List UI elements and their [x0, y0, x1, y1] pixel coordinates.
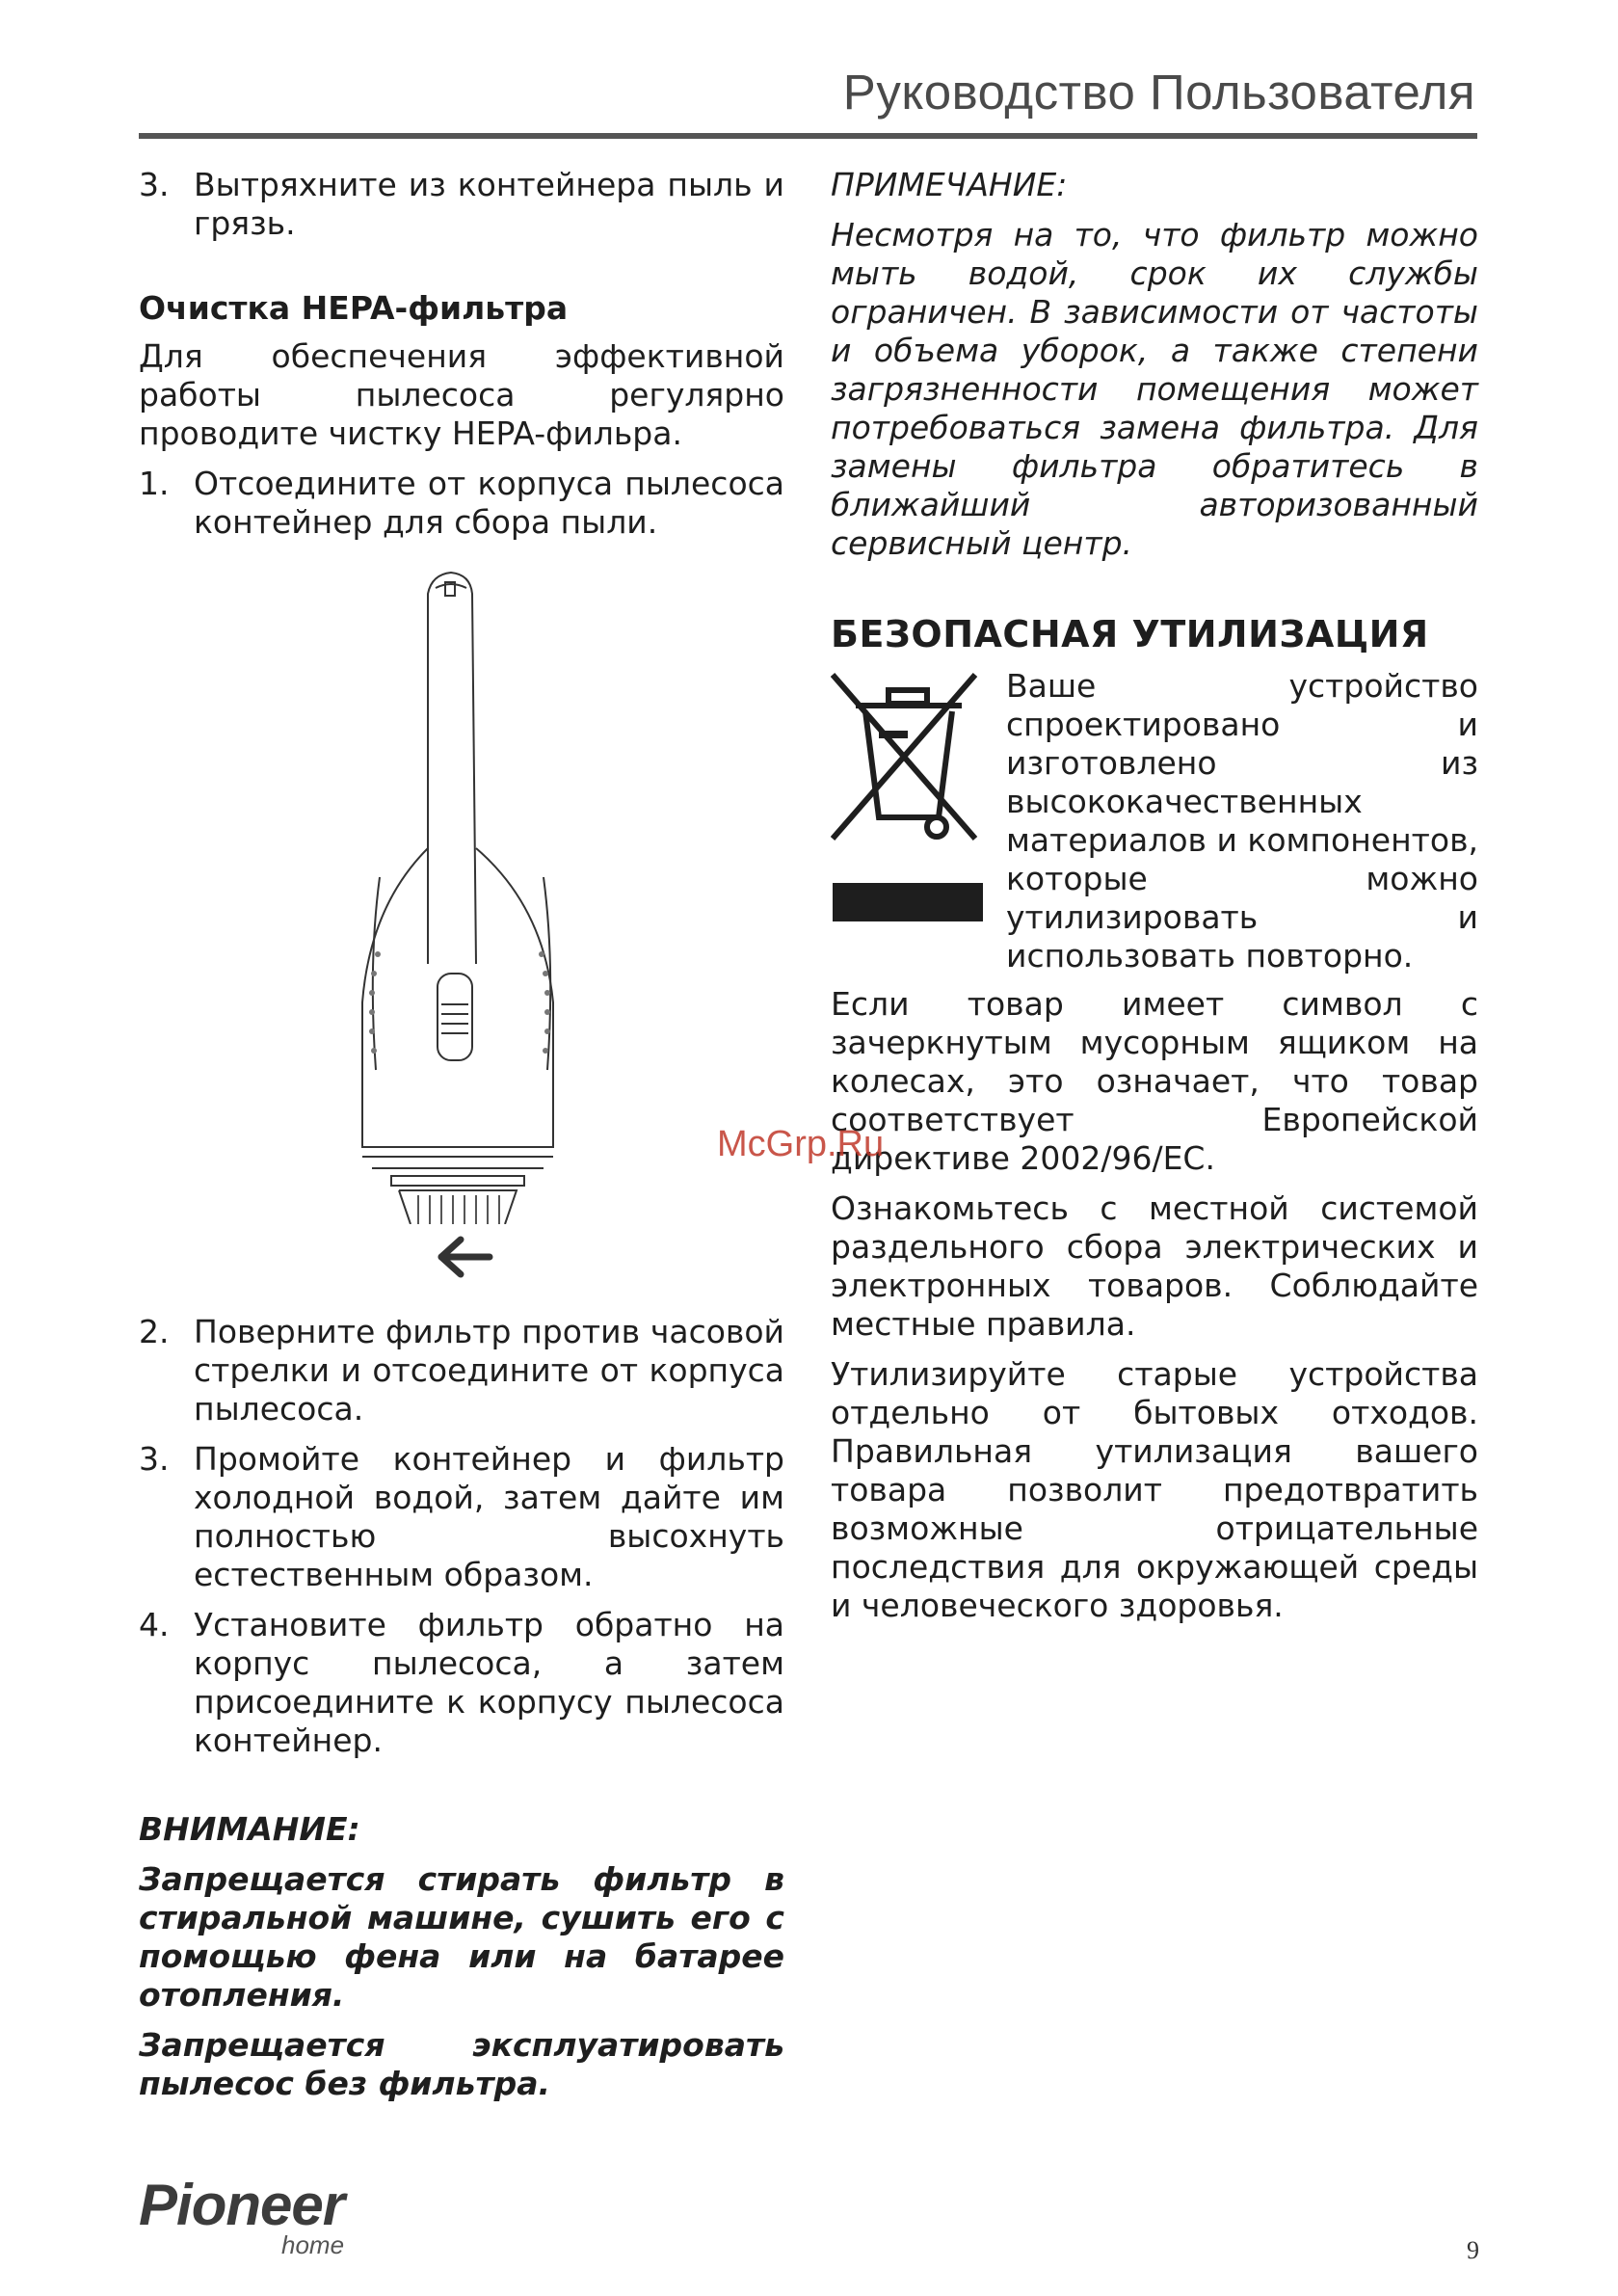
list-number: 3. — [139, 166, 170, 203]
list-number: 1. — [139, 465, 170, 502]
header-divider — [139, 133, 1477, 139]
warning-label: ВНИМАНИЕ: — [139, 1810, 360, 1848]
list-number: 4. — [139, 1606, 170, 1643]
vacuum-filter-icon — [139, 559, 784, 1224]
warning-text-1: Запрещается стирать фильтр в стиральной машине, сушить его с помощью фена или на батарее отопления. — [139, 1860, 784, 2014]
brand-logo — [139, 2173, 345, 2259]
list-text: Поверните фильтр против часовой стрелки и отсоедините от корпуса пылесоса. — [194, 1313, 784, 1428]
vacuum-illustration — [139, 559, 784, 1224]
brand-subtitle: home — [281, 2230, 345, 2259]
list-item — [139, 1313, 784, 1428]
disposal-intro — [831, 667, 1478, 975]
disposal-heading: БЕЗОПАСНАЯ УТИЛИЗАЦИЯ — [831, 613, 1429, 655]
crossed-bin-icon — [831, 673, 985, 923]
list-text: Вытряхните из контейнера пыль и грязь. — [194, 166, 784, 242]
page-number: 9 — [1467, 2236, 1479, 2264]
arrow-left-icon — [139, 1228, 784, 1286]
list-text: Промойте контейнер и фильтр холодной водой, затем дайте им полностью высохнуть естественным образом. — [194, 1440, 784, 1593]
page-header-title: Руководство Пользователя — [842, 65, 1475, 120]
disposal-paragraph-3: Ознакомьтесь с местной системой раздельного сбора электрических и электронных товаров. Соблюдайте местные правила. — [831, 1189, 1478, 1343]
watermark: McGrp.Ru — [717, 1124, 885, 1164]
list-text: Отсоедините от корпуса пылесоса контейнер для сбора пыли. — [194, 465, 784, 541]
weee-symbol — [831, 673, 985, 927]
disposal-paragraph-1: Ваше устройство спроектировано и изготовлено из высококачественных материалов и компонентов, которые можно утилизировать и использовать повторно. — [1006, 667, 1479, 974]
disposal-paragraph-2: Если товар имеет символ с зачеркнутым мусорным ящиком на колесах, это означает, что товар соответствует Европейской директиве 2002/96/EC. — [831, 985, 1478, 1177]
hepa-heading: Очистка HEPA-фильтра — [139, 289, 569, 327]
note-label: ПРИМЕЧАНИЕ: — [831, 166, 1068, 203]
note-text: Несмотря на то, что фильтр можно мыть водой, срок их службы ограничен. В зависимости от частоты и объема уборок, а также степени загрязненности помещения может потребоваться замена фильтра. Для замены фильтра обратитесь в ближайший авторизованный сервисный центр. — [831, 216, 1478, 562]
hepa-intro: Для обеспечения эффективной работы пылесоса регулярно проводите чистку HEPA-фильра. — [139, 337, 784, 452]
list-item — [139, 465, 784, 542]
brand-name: Pioneer — [139, 2173, 345, 2237]
right-column — [831, 166, 1478, 1637]
list-item — [139, 166, 784, 243]
rotate-arrow — [139, 1228, 784, 1286]
list-item — [139, 1606, 784, 1760]
warning-text-2: Запрещается эксплуатировать пылесос без фильтра. — [139, 2026, 784, 2102]
left-column — [139, 166, 784, 2115]
list-item — [139, 1440, 784, 1594]
list-text: Установите фильтр обратно на корпус пылесоса, а затем присоедините к корпусу пылесоса контейнер. — [194, 1606, 784, 1759]
disposal-paragraph-4: Утилизируйте старые устройства отдельно от бытовых отходов. Правильная утилизация вашего товара позволит предотвратить возможные отрицательные последствия для окружающей среды и человеческого здоровья. — [831, 1355, 1478, 1624]
list-number: 2. — [139, 1313, 170, 1350]
list-number: 3. — [139, 1440, 170, 1478]
